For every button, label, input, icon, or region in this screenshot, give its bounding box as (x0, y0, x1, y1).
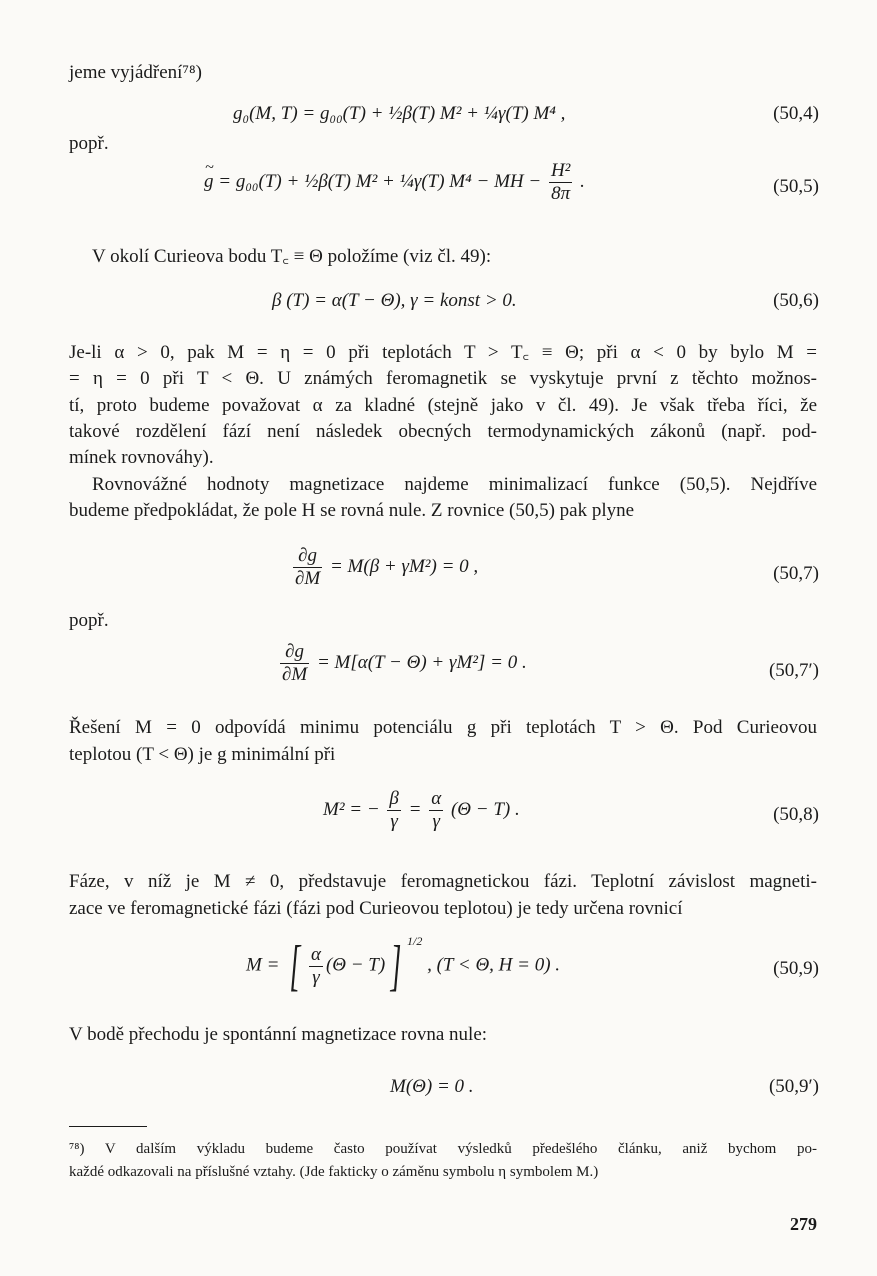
equation-50-5-fraction (549, 160, 572, 205)
equation-50-9-power: 1/2 (407, 934, 423, 949)
paragraph-2-line-2: budeme předpokládat, že pole H se rovná nule. Z rovnice (50,5) pak plyne (69, 500, 635, 521)
alpha-over-gamma-fraction (429, 788, 443, 833)
equation-50-8-lhs: M² = − (323, 798, 380, 820)
equation-50-7-rhs: = M(β + γM²) = 0 , (329, 555, 479, 577)
equation-number-50-9: (50,9) (773, 958, 819, 979)
fraction-denominator: γ (309, 966, 323, 989)
fraction-denominator: ∂M (282, 664, 308, 685)
equation-50-8-tail: (Θ − T) . (450, 798, 520, 820)
equation-50-9-lhs: M = (246, 954, 280, 976)
equation-50-5-tail: . (580, 170, 585, 192)
equation-50-9-inner: (Θ − T) (325, 954, 386, 976)
footnote-rule (69, 1126, 147, 1127)
equation-number-50-7: (50,7) (773, 563, 819, 584)
equation-50-7-prime-rhs: = M[α(T − Θ) + γM²] = 0 . (316, 651, 527, 673)
equation-50-5 (204, 160, 585, 205)
g-tilde-symbol: ~ g (204, 171, 214, 193)
equation-50-4: g₀(M, T) = g₀₀(T) + ½β(T) M² + ¼γ(T) M⁴ , (233, 103, 566, 124)
paragraph-5: V bodě přechodu je spontánní magnetizace rovna nule: (69, 1024, 488, 1045)
curie-point-text: V okolí Curieova bodu T꜀ ≡ Θ položíme (viz čl. 49): (92, 246, 492, 267)
paragraph-3-line-2: teplotou (T < Θ) je g minimální při (69, 744, 336, 765)
equation-number-50-9-prime: (50,9′) (768, 1076, 819, 1097)
footnote-line-1: ⁷⁸) V dalším výkladu budeme často používat výsledků předešlého článku, aniž bychom po- (69, 1141, 817, 1157)
equation-number-50-4: (50,4) (773, 103, 819, 124)
paragraph-1-line-3: tí, proto budeme považovat α za kladné (stejně jako v čl. 49). Je však třeba říci, že (69, 395, 817, 416)
fraction-numerator: H² (550, 160, 571, 181)
fraction-numerator: α (310, 943, 321, 965)
derivative-fraction (280, 641, 309, 686)
equation-number-50-5: (50,5) (773, 176, 819, 197)
paragraph-2-line-1: Rovnovážné hodnoty magnetizace najdeme minimalizací funkce (50,5). Nejdříve (92, 474, 817, 495)
fraction-denominator: γ (387, 810, 400, 833)
equation-50-6: β (T) = α(T − Θ), γ = konst > 0. (272, 290, 517, 311)
equation-number-50-8: (50,8) (773, 804, 819, 825)
left-bracket: [ (289, 935, 301, 997)
paragraph-1-line-4: takové rozdělení fází není následek obecných termodynamických zákonů (např. pod- (69, 421, 817, 442)
paragraph-4-line-1: Fáze, v níž je M ≠ 0, představuje feromagnetickou fázi. Teplotní závislost magneti- (69, 871, 817, 892)
paragraph-1-line-1: Je-li α > 0, pak M = η = 0 při teplotách T > T꜀ ≡ Θ; při α < 0 by bylo M = (69, 342, 817, 363)
fraction-denominator: 8π (549, 182, 572, 205)
equation-number-50-6: (50,6) (773, 290, 819, 311)
fraction-numerator: β (389, 788, 399, 809)
fraction-numerator: ∂g (298, 545, 318, 566)
paragraph-4-line-2: zace ve feromagnetické fázi (fázi pod Curieovou teplotou) je tedy určena rovnicí (69, 898, 683, 919)
equation-50-5-body: = g₀₀(T) + ½β(T) M² + ¼γ(T) M⁴ − MH − (218, 170, 542, 192)
equation-50-7-prime (277, 641, 527, 686)
equation-50-9-prime: M(Θ) = 0 . (390, 1076, 474, 1097)
popr-label-2: popř. (69, 610, 109, 631)
page-number: 279 (790, 1214, 817, 1234)
equation-50-8-equals: = (408, 798, 422, 820)
right-bracket: ] (390, 935, 402, 997)
paragraph-1-line-5: mínek rovnováhy). (69, 447, 214, 468)
fraction-numerator: ∂g (285, 641, 305, 662)
alpha-over-gamma-fraction (309, 944, 323, 989)
equation-50-8 (323, 788, 520, 833)
fraction-numerator: α (431, 788, 442, 809)
equation-50-7 (290, 545, 478, 590)
equation-50-9 (246, 934, 561, 997)
footnote-line-2: každé odkazovali na příslušné vztahy. (Jde fakticky o záměnu symbolu η symbolem M.) (69, 1164, 599, 1180)
equation-number-50-7-prime: (50,7′) (768, 660, 819, 681)
paragraph-3-line-1: Řešení M = 0 odpovídá minimu potenciálu g při teplotách T > Θ. Pod Curieovou (69, 717, 817, 738)
beta-over-gamma-fraction (387, 788, 400, 833)
fraction-denominator: ∂M (295, 568, 321, 589)
popr-label: popř. (69, 133, 109, 154)
derivative-fraction (293, 545, 322, 590)
fraction-denominator: γ (429, 810, 443, 833)
intro-text: jeme vyjádření⁷⁸) (69, 62, 202, 83)
equation-50-9-condition: , (T < Θ, H = 0) . (427, 954, 561, 976)
paragraph-1-line-2: = η = 0 při T < Θ. U známých feromagnetik se vyskytuje první z těchto možnos- (69, 368, 817, 389)
